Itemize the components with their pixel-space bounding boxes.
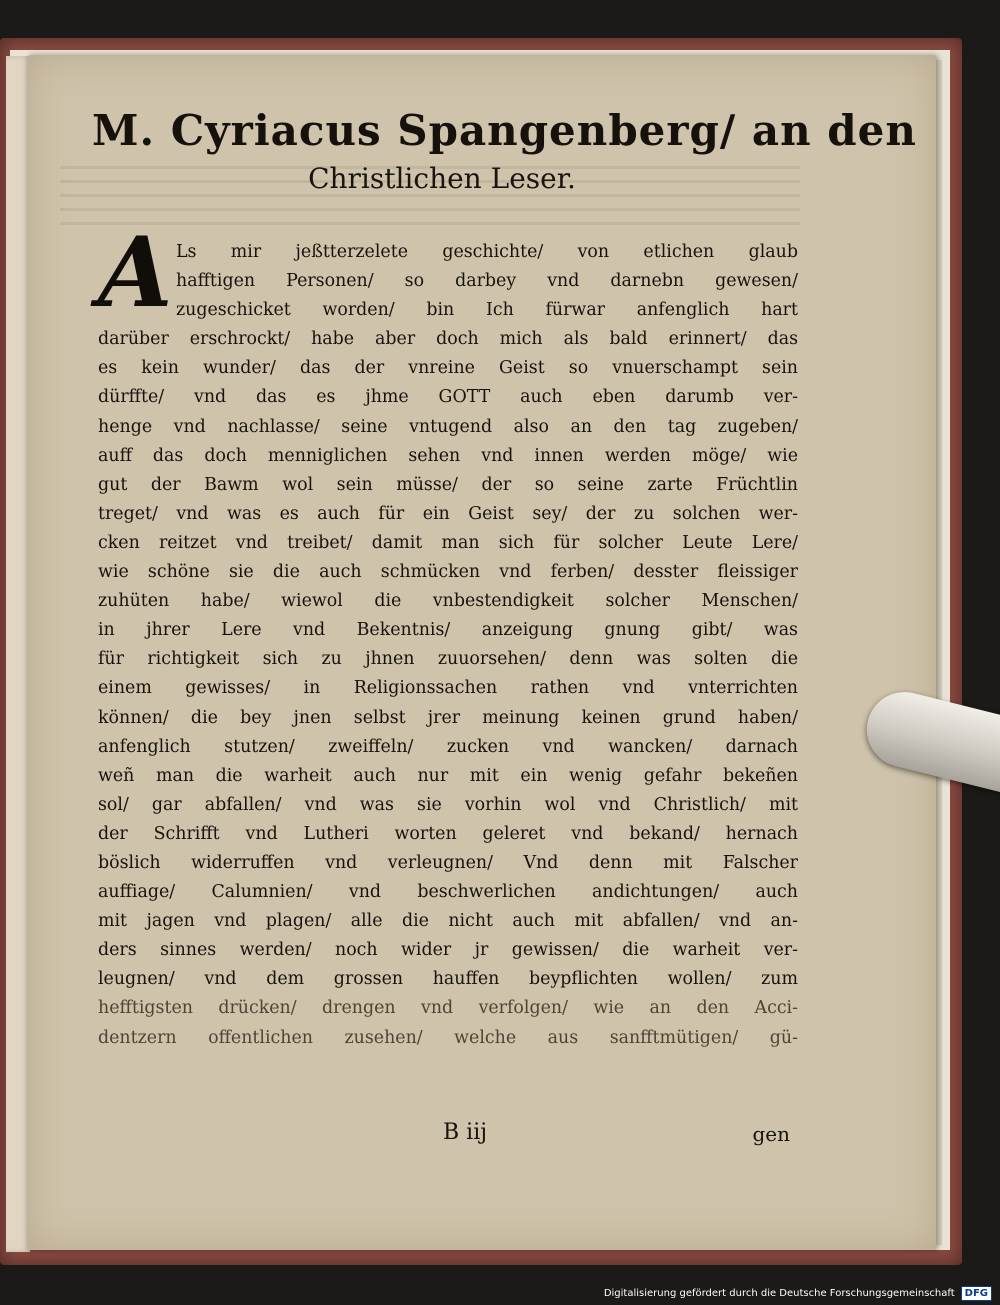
text-line: zugeschicket worden/ bin Ich fürwar anfenglich hart (176, 300, 798, 321)
text-line: treget/ vnd was es auch für ein Geist sey/ der zu solchen wer- (98, 503, 798, 524)
text-line: anfenglich stutzen/ zweiffeln/ zucken vnd wancken/ darnach (98, 736, 798, 757)
text-line: auffiage/ Calumnien/ vnd beschwerlichen andichtungen/ auch (98, 882, 798, 903)
page-heading: M. Cyriacus Spangenberg/ an den (92, 106, 917, 155)
text-line: für richtigkeit sich zu jhnen zuuorsehen/ denn was solten die (98, 649, 798, 670)
dfg-logo: DFG (961, 1286, 992, 1301)
page-subheading: Christlichen Leser. (308, 162, 576, 195)
text-line: sol/ gar abfallen/ vnd was sie vorhin wol vnd Christlich/ mit (98, 794, 798, 815)
text-line: einem gewisses/ in Religionssachen rathen vnd vnterrichten (98, 678, 798, 699)
text-line: leugnen/ vnd dem grossen hauffen beypflichten wollen/ zum (98, 969, 798, 990)
credit-text: Digitalisierung gefördert durch die Deutsche Forschungsgemeinschaft (603, 1287, 955, 1299)
page-footer (98, 1120, 790, 1150)
left-leaf-edge (6, 56, 30, 1252)
text-line: es kein wunder/ das der vnreine Geist so vnuerschampt sein (98, 358, 798, 379)
text-line: henge vnd nachlasse/ seine vntugend also an den tag zugeben/ (98, 416, 798, 437)
text-line: hefftigsten drücken/ drengen vnd verfolgen/ wie an den Acci- (98, 998, 798, 1019)
text-line: dentzern offentlichen zusehen/ welche aus sanfftmütigen/ gü- (98, 1027, 798, 1048)
text-line: böslich widerruffen vnd verleugnen/ Vnd denn mit Falscher (98, 852, 798, 873)
text-line: cken reitzet vnd treibet/ damit man sich für solcher Leute Lere/ (98, 532, 798, 553)
text-line: auff das doch menniglichen sehen vnd innen werden möge/ wie (98, 445, 798, 466)
text-line: darüber erschrockt/ habe aber doch mich als bald erinnert/ das (98, 329, 798, 350)
signature-mark: B iij (443, 1120, 488, 1145)
text-line: ders sinnes werden/ noch wider jr gewissen/ die warheit ver- (98, 940, 798, 961)
text-line: wie schöne sie die auch schmücken vnd ferben/ desster fleissiger (98, 562, 798, 583)
funding-credit (604, 1283, 992, 1303)
text-line: Ls mir jeßtterzelete geschichte/ von etlichen glaub (176, 242, 798, 262)
text-line: der Schrifft vnd Lutheri worten geleret vnd bekand/ hernach (98, 823, 798, 844)
text-line: können/ die bey jnen selbst jrer meinung keinen grund haben/ (98, 707, 798, 728)
body-text (98, 238, 798, 1053)
catchword: gen (752, 1122, 790, 1146)
text-line: gut der Bawm wol sein müsse/ der so seine zarte Früchtlin (98, 474, 798, 495)
text-line: mit jagen vnd plagen/ alle die nicht auch mit abfallen/ vnd an- (98, 911, 798, 932)
text-line: hafftigen Personen/ so darbey vnd darnebn gewesen/ (176, 271, 798, 292)
text-line: weñ man die warheit auch nur mit ein wenig gefahr bekeñen (98, 765, 798, 786)
text-line: zuhüten habe/ wiewol die vnbestendigkeit solcher Menschen/ (98, 591, 798, 612)
decorated-initial: A (98, 216, 173, 329)
text-line: dürffte/ vnd das es jhme GOTT auch eben darumb ver- (98, 387, 798, 408)
text-line: in jhrer Lere vnd Bekentnis/ anzeigung gnung gibt/ was (98, 620, 798, 641)
